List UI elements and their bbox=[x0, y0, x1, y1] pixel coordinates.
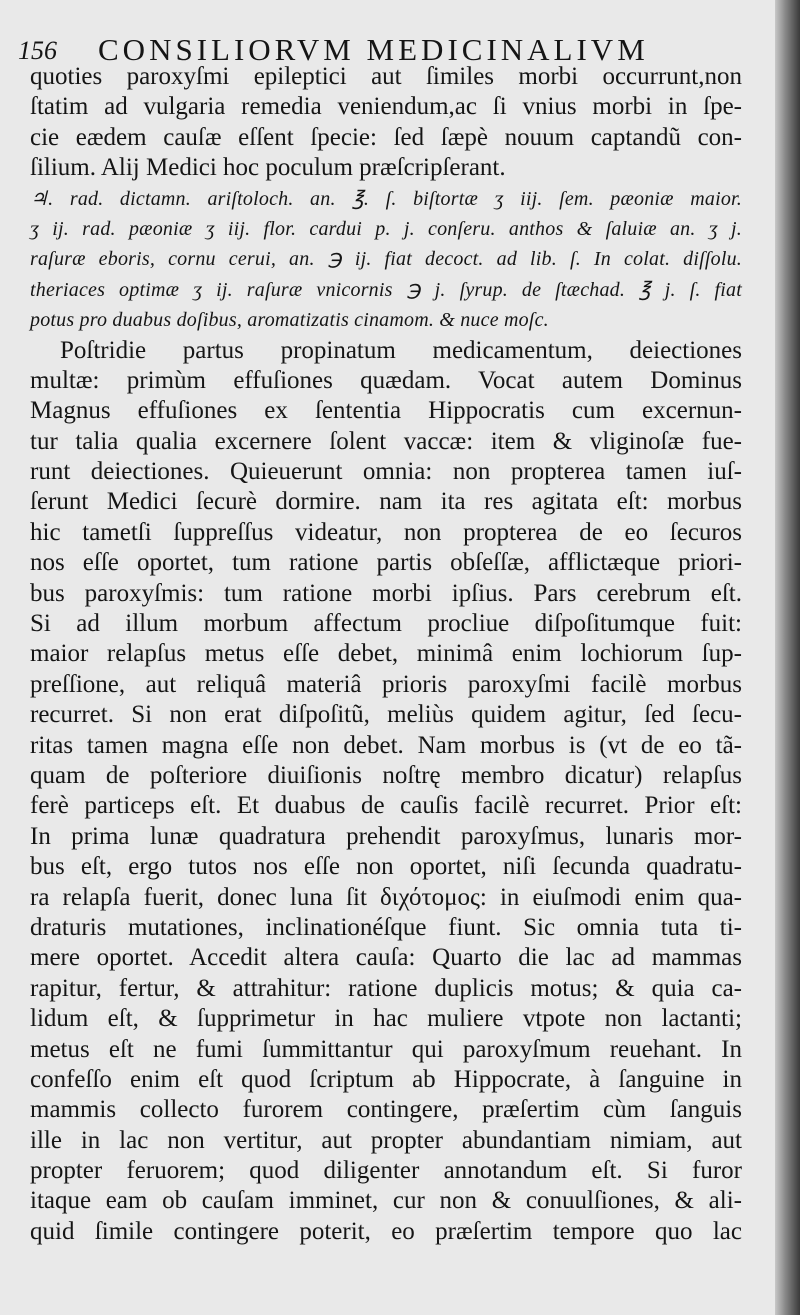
body-text bbox=[30, 62, 742, 1247]
text-line: quid ſimile contingere poterit, eo præſertim tempore quo lac bbox=[30, 1217, 742, 1245]
recipe-line: potus pro duabus doſibus, aromatizatis cinamom. & nuce moſc. bbox=[30, 309, 549, 332]
text-line: nos eſſe oportet, tum ratione partis obſeſſæ, afflictæque priori- bbox=[30, 549, 742, 577]
text-line: tur talia qualia excernere ſolent vaccæ: item & vliginoſæ fue- bbox=[30, 427, 742, 455]
text-line: quam de poſteriore diuiſionis noſtrę membro dicatur) relapſus bbox=[30, 761, 742, 789]
text-line: quoties paroxyſmi epileptici aut ſimiles morbi occurrunt,non bbox=[30, 63, 742, 90]
text-line: ſerunt Medici ſecurè dormire. nam ita res agitata eſt: morbus bbox=[30, 488, 742, 516]
recipe-line: theriaces optimæ ʒ ij. raſuræ vnicornis ℈ j. ſyrup. de ſtæchad. ℥ j. ſ. fiat bbox=[30, 278, 742, 301]
text-line: ſtatim ad vulgaria remedia veniendum,ac ſi vnius morbi in ſpe- bbox=[30, 93, 742, 121]
text-line: mammis collecto furorem contingere, præſertim cùm ſanguis bbox=[30, 1096, 742, 1124]
text-line: maior relapſus metus eſſe debet, minimâ enim lochiorum ſup- bbox=[30, 640, 742, 668]
text-line: recurret. Si non erat diſpoſitũ, meliùs quidem agitur, ſed ſecu- bbox=[30, 701, 742, 729]
text-line: preſſione, aut reliquâ materiâ prioris paroxyſmi facilè morbus bbox=[30, 670, 742, 698]
running-title: CONSILIORVM MEDICINALIVM bbox=[98, 32, 649, 67]
text-line: Si ad illum morbum affectum procliue diſpoſitumque fuit: bbox=[30, 610, 742, 638]
text-line: ille in lac non vertitur, aut propter abundantiam nimiam, aut bbox=[30, 1126, 742, 1154]
text-line: rapitur, fertur, & attrahitur: ratione duplicis motus; & quia ca- bbox=[30, 974, 742, 1002]
text-line: Magnus effuſiones ex ſententia Hippocratis cum excernun- bbox=[30, 397, 742, 425]
text-line: bus eſt, ergo tutos nos eſſe non oportet, niſi ſecunda quadratu- bbox=[30, 853, 742, 881]
text-line: Poſtridie partus propinatum medicamentum, deiectiones bbox=[60, 336, 742, 364]
recipe-line: ♃. rad. dictamn. ariſtoloch. an. ℥. ſ. biſtortæ ʒ iij. ſem. pæoniæ maior. bbox=[30, 187, 742, 210]
text-line: runt deiectiones. Quieuerunt omnia: non propterea tamen iuſ- bbox=[30, 458, 742, 486]
text-line: propter feruorem; quod diligenter annotandum eſt. Si furor bbox=[30, 1157, 742, 1185]
text-line: ritas tamen magna eſſe non debet. Nam morbus is (vt de eo tã- bbox=[30, 731, 742, 759]
recipe-line: raſuræ eboris, cornu cerui, an. ℈ ij. fiat decoct. ad lib. ſ. In colat. diſſolu. bbox=[30, 248, 742, 271]
text-line: metus eſt ne fumi ſummittantur qui paroxyſmum reuehant. In bbox=[30, 1035, 742, 1063]
book-gutter bbox=[775, 0, 800, 1315]
text-line: mere oportet. Accedit altera cauſa: Quarto die lac ad mammas bbox=[30, 944, 742, 972]
text-line: In prima lunæ quadratura prehendit paroxyſmus, lunaris mor- bbox=[30, 822, 742, 850]
text-line: bus paroxyſmis: tum ratione morbi ipſius. Pars cerebrum eſt. bbox=[30, 579, 742, 607]
text-line: multæ: primùm effuſiones quædam. Vocat autem Dominus bbox=[30, 366, 742, 394]
text-line: ferè particeps eſt. Et duabus de cauſis facilè recurret. Prior eſt: bbox=[30, 792, 742, 820]
text-line: ſilium. Alij Medici hoc poculum præſcripſerant. bbox=[30, 154, 506, 182]
text-line: ra relapſa fuerit, donec luna ſit διχότομος: in eiuſmodi enim qua- bbox=[30, 883, 742, 911]
text-line: itaque eam ob cauſam imminet, cur non & conuulſiones, & ali- bbox=[30, 1187, 742, 1215]
text-line: draturis mutationes, inclinationéſque fiunt. Sic omnia tuta ti- bbox=[30, 913, 742, 941]
text-line: cie eædem cauſæ eſſent ſpecie: ſed ſæpè nouum captandũ con- bbox=[30, 123, 742, 151]
page-number: 156 bbox=[18, 36, 57, 65]
text-line: confeſſo enim eſt quod ſcriptum ab Hippocrate, à ſanguine in bbox=[30, 1065, 742, 1093]
text-line: lidum eſt, & ſupprimetur in hac muliere vtpote non lactanti; bbox=[30, 1005, 742, 1033]
text-line: hic tametſi ſuppreſſus videatur, non propterea de eo ſecuros bbox=[30, 518, 742, 546]
recipe-line: ʒ ij. rad. pæoniæ ʒ iij. flor. cardui p. j. conſeru. anthos & ſaluiæ an. ʒ j. bbox=[30, 217, 742, 240]
